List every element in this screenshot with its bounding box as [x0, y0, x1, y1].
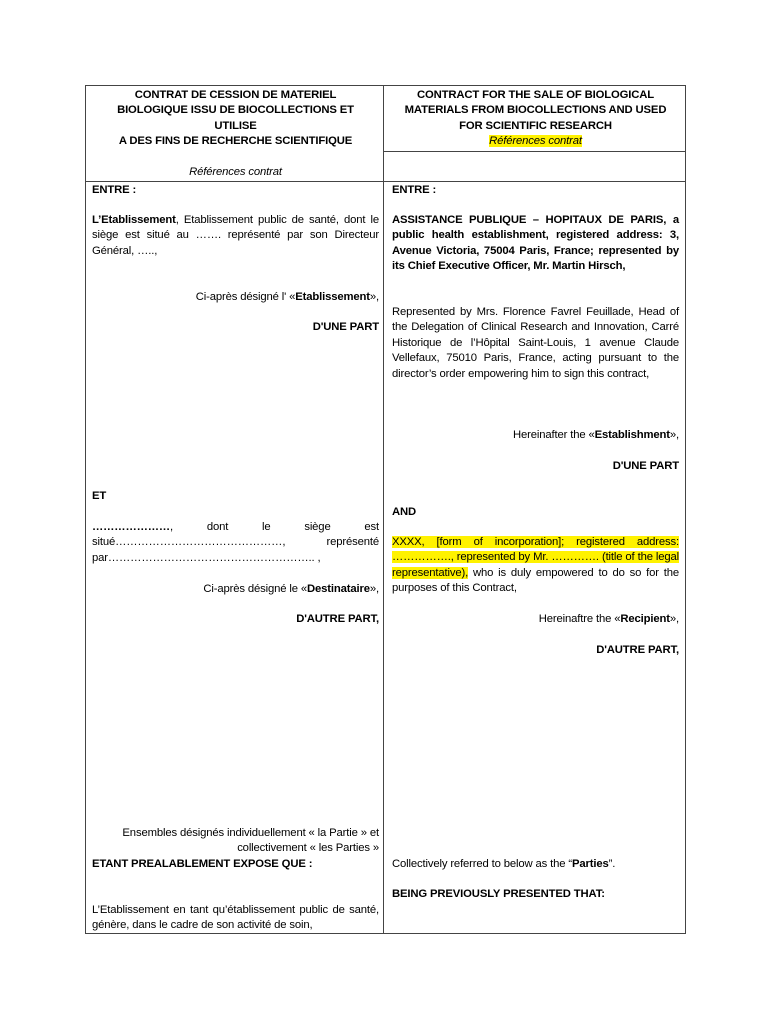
- en-recipient-paragraph: XXXX, [form of incorporation]; registered address: ……………., represented by Mr. …………. (title of the legal representative), who is duly empowered to do so for the purposes of this Contract,: [392, 536, 679, 595]
- en-aphp-paragraph: ASSISTANCE PUBLIQUE – HOPITAUX DE PARIS, a public health establishment, registered address: 3, Avenue Victoria, 75004 Paris, France; represented by its Chief Executive Officer, Mr. Martin Hirsch,: [392, 214, 679, 273]
- en-represented-paragraph: Represented by Mrs. Florence Favrel Feuillade, Head of the Delegation of Clinical Research and Innovation, Carré Historique de l’Hôpital Saint-Louis, 1 avenue Claude Vellefaux, 75010 Paris, France, acting pursuant to the director’s order empowering him to sign this contract,: [392, 306, 679, 380]
- en-autre-part: D'AUTRE PART,: [596, 644, 679, 656]
- en-recipient-designation: Hereinaftre the «Recipient»,: [538, 613, 679, 625]
- en-and: AND: [392, 506, 417, 518]
- fr-etablissement-designation: Ci-après désigné l' «Etablissement»,: [195, 291, 379, 303]
- fr-destinataire-paragraph: …………………, dont le siège est situé………………………………………, représenté par……………………………………………….. ,: [92, 521, 379, 564]
- fr-title: CONTRAT DE CESSION DE MATERIEL BIOLOGIQUE ISSU DE BIOCOLLECTIONS ET UTILISE A DES FINS DE RECHERCHE SCIENTIFIQUE: [117, 89, 354, 148]
- en-une-part: D'UNE PART: [612, 460, 679, 472]
- fr-ensembles-parties: Ensembles désignés individuellement « la Partie » et collectivement « les Parties »: [122, 827, 379, 855]
- en-establishment-designation: Hereinafter the «Establishment»,: [513, 429, 679, 441]
- fr-une-part: D'UNE PART: [312, 321, 379, 333]
- fr-intro-paragraph: L’Etablissement en tant qu’établissement public de santé, génère, dans le cadre de son activité de soin,: [92, 904, 379, 932]
- en-reference-divider: [384, 151, 686, 152]
- fr-et: ET: [92, 490, 107, 502]
- en-title: CONTRACT FOR THE SALE OF BIOLOGICAL MATERIALS FROM BIOCOLLECTIONS AND USED FOR SCIENTIFIC RESEARCH: [404, 89, 667, 132]
- fr-reference: Références contrat: [189, 166, 282, 178]
- en-reference: Références contrat: [489, 135, 582, 147]
- en-entre: ENTRE :: [392, 184, 437, 196]
- fr-destinataire-designation: Ci-après désigné le «Destinataire»,: [203, 583, 379, 595]
- column-divider: [383, 85, 384, 934]
- fr-autre-part: D'AUTRE PART,: [296, 613, 379, 625]
- en-collectively-parties: Collectively referred to below as the “Parties”.: [392, 858, 616, 870]
- fr-etablissement-paragraph: L’Etablissement, Etablissement public de santé, dont le siège est situé au ……. représenté par son Directeur Général, …..,: [92, 214, 379, 257]
- en-being-presented: BEING PREVIOUSLY PRESENTED THAT:: [392, 888, 605, 900]
- header-row-divider: [85, 181, 686, 182]
- fr-etant-expose: ETANT PREALABLEMENT EXPOSE QUE :: [92, 858, 313, 870]
- fr-entre: ENTRE :: [92, 184, 137, 196]
